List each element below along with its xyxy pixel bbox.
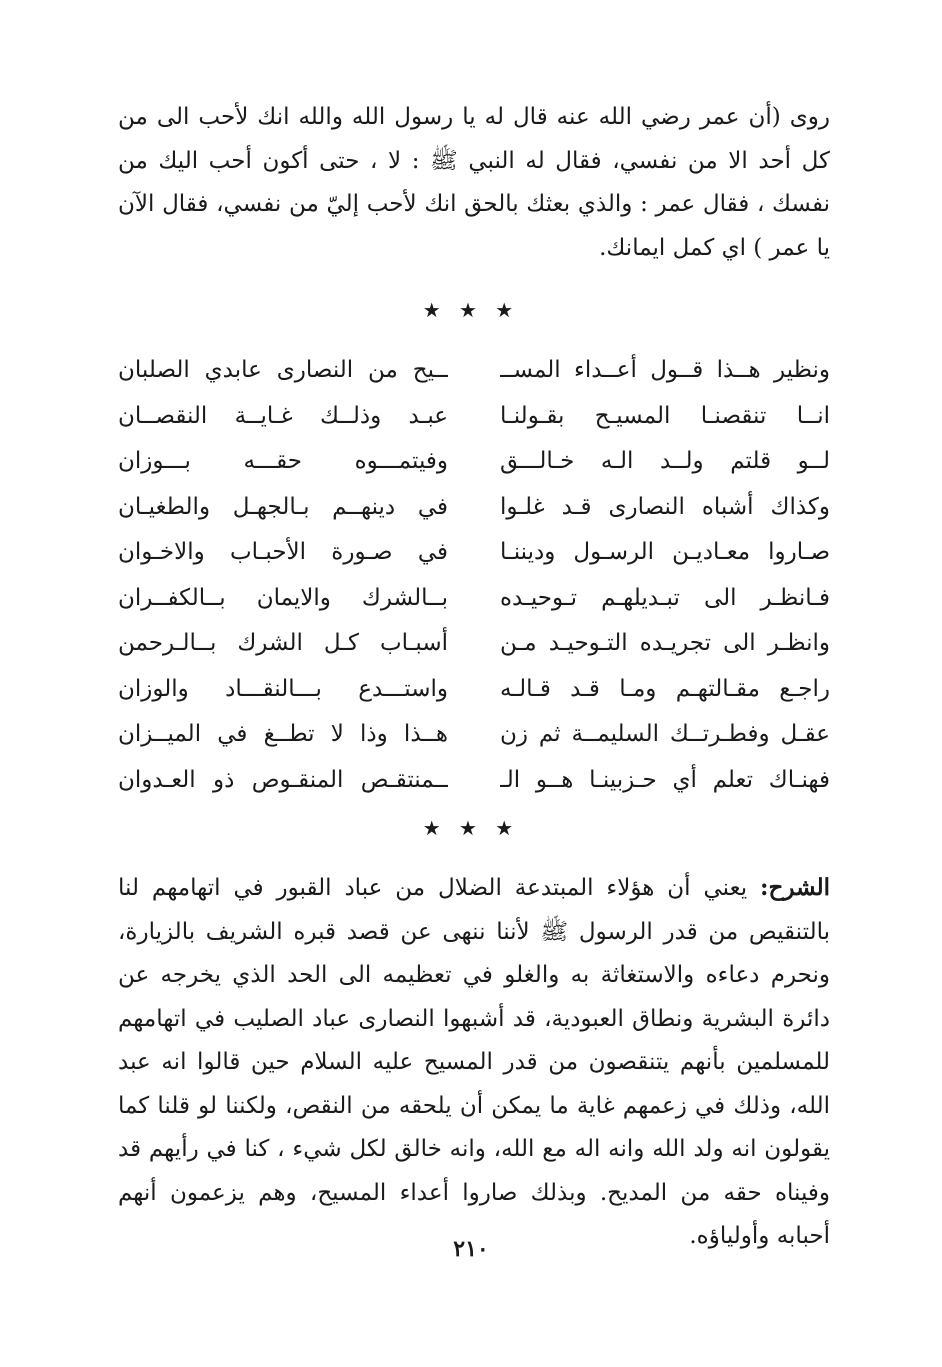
- commentary-paragraph: [118, 866, 830, 1259]
- verse-first-hemistich: وكذاك أشباه النصارى قـد غلـوا: [500, 493, 830, 520]
- verse-second-hemistich: هــذا وذا لا تطــغ في الميــزان: [118, 721, 448, 747]
- intro-text: روى (أن عمر رضي الله عنه قال له يا رسول الله والله انك لأحب الى من كل أحد الا من نفسي، فقال له النبي ﷺ : لا ، حتى أكون أحب اليك من نفسك ، فقال عمر : والذي بعثك بالحق انك لأحب إليّ من نفسي، فقال الآن يا عمر ) اي كمل ايمانك.: [118, 104, 830, 261]
- page-number: ٢١٠: [453, 1236, 489, 1262]
- poem-verse: [118, 576, 830, 622]
- verse-second-hemistich: بــالشرك والايمان بــالكفــران: [118, 584, 448, 611]
- poem-verse: [118, 530, 830, 576]
- verse-second-hemistich: عبـد وذلــك غـايــة النقصــان: [118, 402, 448, 429]
- verse-first-hemistich: عقـل وفطـرتــك السليمــة ثم زن: [500, 721, 830, 747]
- section-separator: ★ ★ ★: [422, 816, 520, 840]
- commentary-text: يعني أن هؤلاء المبتدعة الضلال من عباد القبور في اتهامهم لنا بالتنقيص من قدر الرسول ﷺ لأننا ننهى عن قصد قبره الشريف بالزيارة، ونحرم دعاءه والاستغاثة به والغلو في تعظيمه الى الحد الذي يخرجه عن دائرة البشرية ونطاق العبودية، قد أشبهوا النصارى عباد الصليب في اتهامهم للمسلمين بأنهم يتنقصون من قدر المسيح عليه السلام حين قالوا انه عبد الله، وذلك في زعمهم غاية ما يمكن أن يلحقه من النقص، ولكننا لو قلنا كما يقولون انه ولد الله وانه اله مع الله، وانه خالق لكل شيء ، كنا في رأيهم قد وفيناه حقه من المديح. وبذلك صاروا أعداء المسيح، وهم يزعمون أنهم أحبابه وأولياؤه.: [118, 875, 830, 1249]
- verse-second-hemistich: وفيتمـــوه حقـــه بـــوزان: [118, 448, 448, 474]
- verse-second-hemistich: واستـــدع بـــالنقـــاد والوزان: [118, 675, 448, 702]
- commentary-body: [118, 866, 830, 1259]
- poem: [118, 348, 830, 803]
- section-separator: ★ ★ ★: [422, 298, 520, 322]
- verse-first-hemistich: راجـع مقـالتهـم ومـا قـد قـالـه: [500, 675, 830, 702]
- verse-first-hemistich: ونظير هــذا قــول أعــداء المســ: [500, 357, 830, 383]
- poem-verse: [118, 712, 830, 758]
- verse-second-hemistich: أسبـاب كـل الشرك بــالـرحمن: [118, 630, 448, 656]
- verse-second-hemistich: ــيح من النصارى عابدي الصلبان: [118, 357, 448, 383]
- poem-verse: [118, 758, 830, 804]
- verse-second-hemistich: ــمنتقـص المنقـوص ذو العـدوان: [118, 766, 448, 793]
- verse-first-hemistich: فـانظـر الى تبـديلهـم تـوحيـده: [500, 584, 830, 611]
- poem-verse: [118, 439, 830, 485]
- verse-first-hemistich: صـاروا معـاديـن الرسـول وديننـا: [500, 539, 830, 565]
- verse-first-hemistich: لــو قلتم ولــد الـه خـالـــق: [500, 448, 830, 474]
- poem-verse: [118, 667, 830, 713]
- commentary-lead: الشرح:: [760, 874, 830, 901]
- verse-second-hemistich: في دينهــم بـالجهـل والطغيـان: [118, 493, 448, 520]
- verse-first-hemistich: فهنـاك تعلم أي حـزبينـا هــو الـ: [500, 766, 830, 793]
- poem-verse: [118, 621, 830, 667]
- poem-verse: [118, 394, 830, 440]
- verse-first-hemistich: انــا تنقصنـا المسيـح بقـولنـا: [500, 402, 830, 429]
- verse-second-hemistich: في صـورة الأحبـاب والاخـوان: [118, 539, 448, 565]
- verse-first-hemistich: وانظـر الى تجريـده التـوحيـد مـن: [500, 630, 830, 656]
- intro-paragraph: [118, 96, 830, 270]
- poem-verse: [118, 348, 830, 394]
- poem-verse: [118, 485, 830, 531]
